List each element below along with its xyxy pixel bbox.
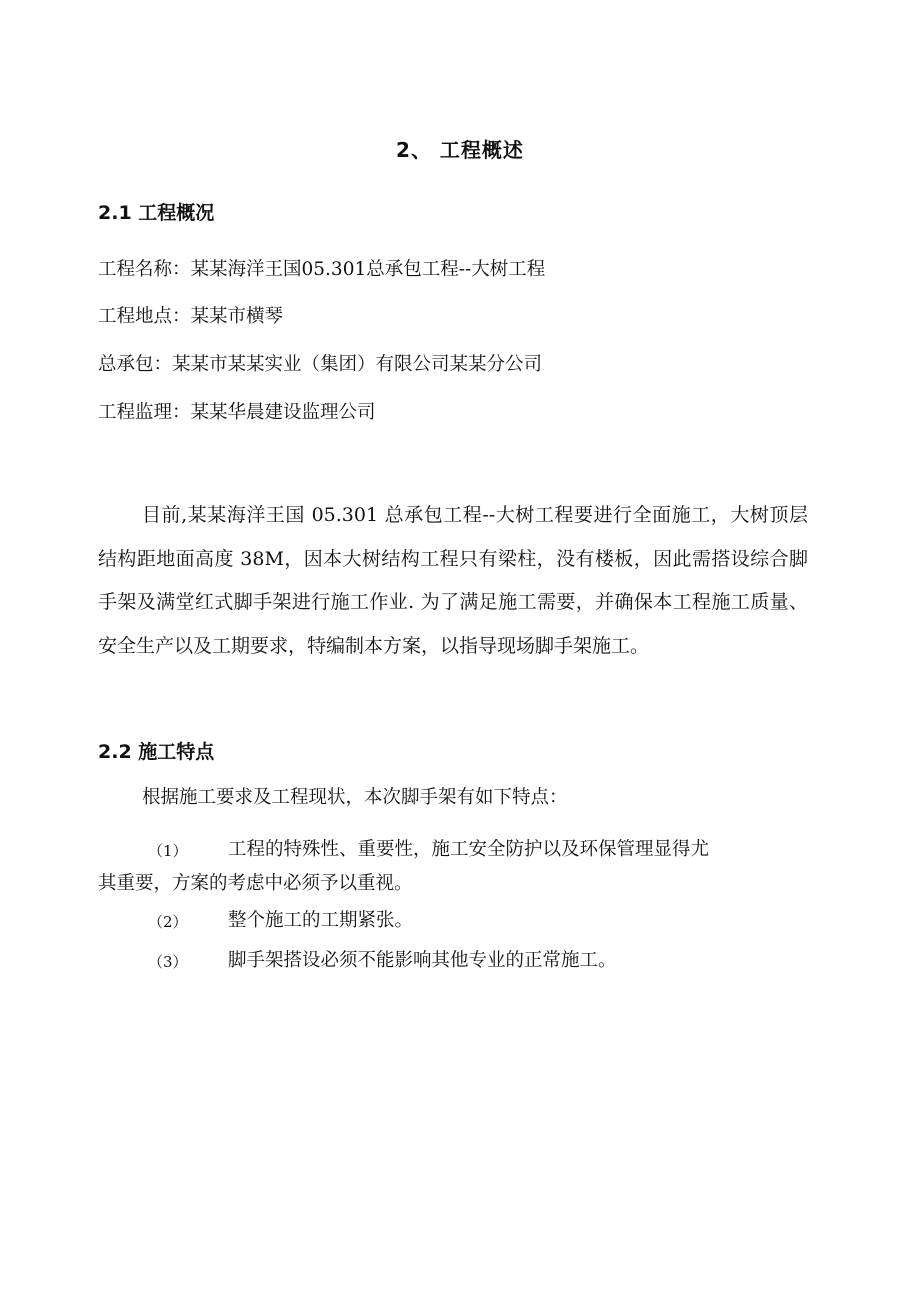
info-general-contractor: 总承包：某某市某某实业（集团）有限公司某某分公司 [98, 354, 543, 375]
info-supervisor: 工程监理：某某华晨建设监理公司 [98, 402, 376, 423]
overview-paragraph: 目前,某某海洋王国 05.301 总承包工程--大树工程要进行全面施工，大树顶层结构距地面高度 38M，因本大树结构工程只有梁柱，没有楼板，因此需搭设综合脚手架及满堂红式脚手架进行施工作业. 为了满足施工需要，并确保本工程施工质量、安全生产以及工期要求，特编制本方案，以指导现场脚手架施工。 [98, 504, 808, 657]
section-title: 2、 工程概述 [396, 138, 524, 162]
feature-item-text: 工程的特殊性、重要性，施工安全防护以及环保管理显得尤 [228, 839, 710, 860]
info-project-location: 工程地点：某某市横琴 [98, 306, 284, 327]
feature-item-text: 脚手架搭设必须不能影响其他专业的正常施工。 [228, 950, 617, 971]
info-project-name: 工程名称：某某海洋王国05.301总承包工程--大树工程 [98, 259, 546, 280]
feature-item-number: （3） [148, 953, 188, 971]
feature-item-text: 整个施工的工期紧张。 [228, 910, 414, 931]
subsection-heading-overview: 2.1 工程概况 [98, 202, 215, 224]
feature-item-continuation: 其重要，方案的考虑中必须予以重视。 [98, 873, 413, 894]
features-lead-text: 根据施工要求及工程现状，本次脚手架有如下特点： [142, 787, 568, 808]
feature-item-number: （1） [148, 842, 188, 860]
subsection-heading-features: 2.2 施工特点 [98, 741, 215, 763]
feature-item-number: （2） [148, 913, 188, 931]
